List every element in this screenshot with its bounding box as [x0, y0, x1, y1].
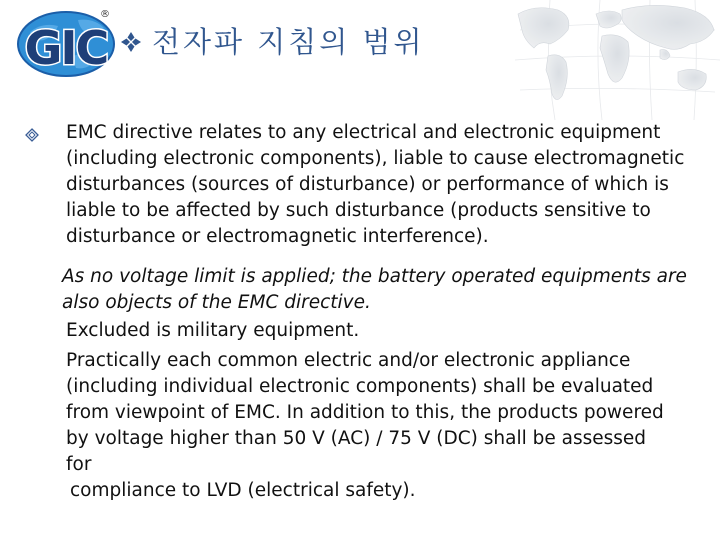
paragraph-battery-note: [62, 264, 687, 316]
text-line: Practically each common electric and/or electronic appliance: [66, 350, 631, 371]
text-line: disturbances (sources of disturbance) or performance of which is: [66, 174, 669, 195]
text-line: EMC directive relates to any electrical and electronic equipment: [66, 122, 661, 143]
paragraph-military-exclusion: [66, 318, 359, 344]
logo-text: GIC: [24, 21, 108, 75]
text-line: Excluded is military equipment.: [66, 320, 360, 341]
text-line: compliance to LVD (electrical safety).: [70, 480, 416, 501]
title-text: 전자파 지침의 범위: [152, 24, 425, 59]
paragraph-lvd-compliance: [70, 478, 416, 504]
text-line: As no voltage limit is applied; the battery operated equipments are: [62, 266, 687, 287]
text-line: (including electronic components), liable to cause electromagnetic: [66, 148, 685, 169]
text-line: liable to be affected by such disturbance (products sensitive to: [66, 200, 651, 221]
paragraph-evaluation: [66, 348, 664, 478]
diamond-outline-icon: [25, 128, 39, 142]
text-line: for: [66, 454, 92, 475]
registered-mark: ®: [100, 9, 110, 20]
text-line: also objects of the EMC directive.: [62, 292, 371, 313]
text-line: from viewpoint of EMC. In addition to this, the products powered: [66, 402, 664, 423]
text-line: by voltage higher than 50 V (AC) / 75 V (DC) shall be assessed: [66, 428, 647, 449]
paragraph-emc-scope: [66, 120, 684, 250]
text-line: (including individual electronic components) shall be evaluated: [66, 376, 654, 397]
text-line: disturbance or electromagnetic interference).: [66, 226, 489, 247]
